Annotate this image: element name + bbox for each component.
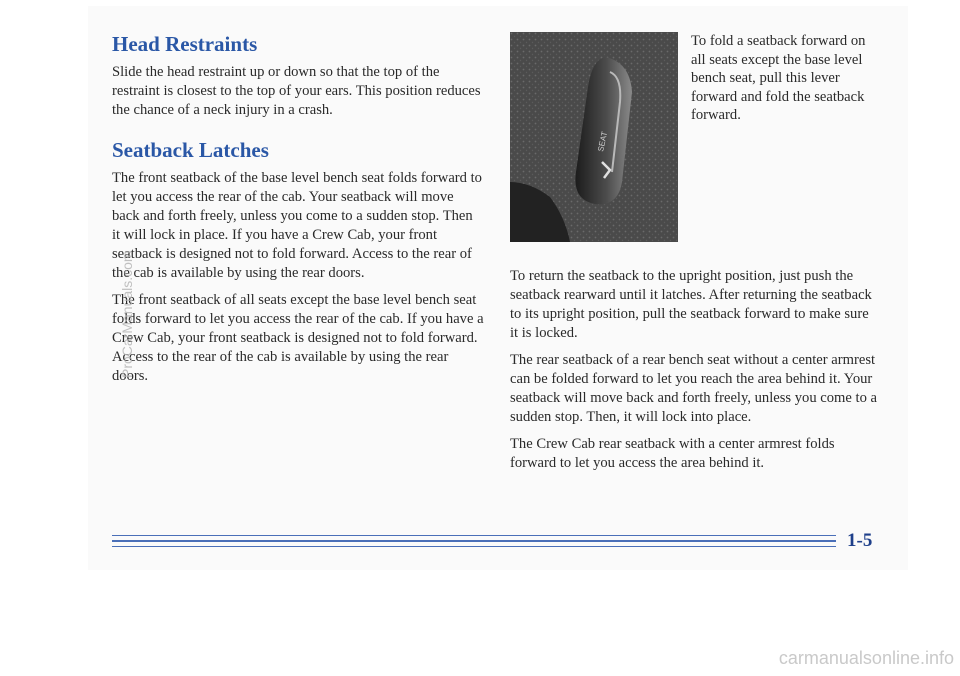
seat-lever-illustration [510, 32, 678, 242]
page-number: 1-5 [847, 530, 873, 551]
head-restraints-heading: Head Restraints [112, 32, 258, 56]
return-upright-paragraph: To return the seatback to the upright position, just push the seatback rearward until it latches. After returning the seatback to its upright position, pull the seatback forward to make sure it is locked. [510, 268, 872, 341]
seatback-lever-photo [510, 32, 678, 242]
head-restraints-body: Slide the head restraint up or down so that the top of the restraint is closest to the top of your ears. This position reduces the chance of a neck injury in a crash. [112, 64, 481, 118]
svg-text:SEAT: SEAT [596, 130, 610, 153]
watermark-text: ProCarManuals.com [119, 250, 135, 378]
crew-cab-rear-paragraph: The Crew Cab rear seatback with a center armrest folds forward to let you access the area behind it. [510, 436, 835, 471]
site-footer [0, 648, 960, 669]
footer-rule-bottom [112, 546, 836, 547]
seatback-latches-heading: Seatback Latches [112, 138, 269, 162]
seatback-latches-para-1: The front seatback of the base level bench seat folds forward to let you access the rear of the cab. Your seatback will move back and forth freely, unless you come to a sudden stop. Then it will lock in place. If you have a Crew Cab, your front seatback is designed not to fold forward. Access to the rear of the cab is available by using the rear doors. [112, 170, 482, 281]
rear-bench-paragraph: The rear seatback of a rear bench seat without a center armrest can be folded forward to let you reach the area behind it. Your seatback will move back and forth freely, unless you come to a sudden stop. Then, it will lock into place. [510, 352, 878, 425]
seatback-latches-para-2: The front seatback of all seats except the base level bench seat folds forward to let you access the rear of the cab. If you have a Crew Cab, your front seatback is designed not to fold forward. Access to the rear of the cab is available by using the rear doors. [112, 292, 484, 384]
watermark [93, 198, 133, 378]
left-column [112, 32, 484, 394]
fold-instruction-text: To fold a seatback forward on all seats except the base level bench seat, pull this lever forward and fold the seatback forward. [691, 33, 866, 123]
fold-instruction-block [691, 32, 879, 133]
footer-rule-top [112, 535, 836, 536]
footer-rule-middle [112, 540, 836, 542]
footer-site-text[interactable]: carmanualsonline.info [778, 648, 954, 668]
right-column-lower [510, 267, 880, 481]
